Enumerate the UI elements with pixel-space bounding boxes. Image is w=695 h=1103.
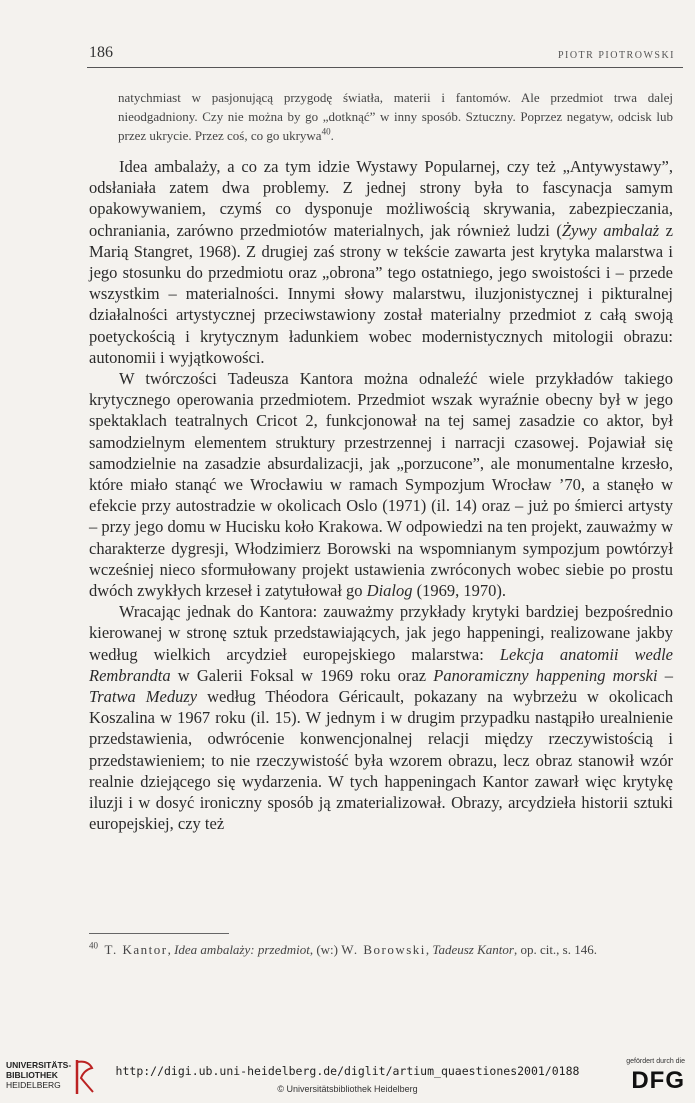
logo-line-3: HEIDELBERG — [6, 1080, 61, 1090]
logo-line-2: BIBLIOTHEK — [6, 1070, 58, 1080]
p3-text-b: w Galerii Foksal w 1969 roku oraz — [170, 665, 434, 685]
digitization-footer — [0, 1052, 695, 1103]
header-rule — [87, 67, 683, 68]
p1-italic-title: Żywy ambalaż — [561, 220, 660, 240]
p1-text-a: Idea ambalaży, a co za tym idzie Wystawy Popularnej, czy też „Antywystawy”, odsłaniała zatem dwa problemy. Z jednej strony była to fascynacja samym opakowywaniem, czymś co dysponuje możliwością skrywania, zabezpieczania, ochraniania, zarówno przedmiotów materialnych, jak również ludzi ( — [89, 157, 673, 240]
block-quote: natychmiast w pasjonującą przygodę światła, materii i fantomów. Ale przedmiot trwa dalej nieodgadniony. Czy nie można by go „dotknąć” w inny sposób. Sztuczny. Poprzez negatyw, odcisk lub przez ukrycie. Przez coś, co go ukrywa$^{40}$. — [118, 90, 673, 143]
footnote-author-2: W. Borowski — [341, 942, 426, 957]
dfg-logo[interactable]: DFG — [631, 1067, 685, 1094]
p2-text-a: W twórczości Tadeusza Kantora można odnaleźć wiele przykładów takiego krytycznego operowania przedmiotem. Przedmiot wszak wyraźnie obecny był w jego spektaklach teatralnych Cricot 2, funkcjonował na tej samej zasadzie co aktor, był samodzielnym elementem struktury przestrzennej i narracji czasowej. Pojawiał się samodzielnie na zasadzie absurdalizacji, jak „porzucone”, ale monumentalne krzesło, które miało stanąć we Wrocławiu w ramach Sympozjum Wrocław ’70, a stanęło w efekcie przy autostradzie w okolicach Oslo (1971) (il. 14) oraz – już po śmierci artysty – przy jego domu w Hucisku koło Krakowa. W odpowiedzi na ten projekt, zauważmy w charakterze dygresji, Włodzimierz Borowski na wspomnianym sympozjum powtórzył wcześniej nieco sformułowany projekt ustawienia zwróconych wobec siebie po prostu dwóch zwykłych krzeseł i zatytułował go — [89, 369, 673, 601]
footnote-sep-3: , — [425, 942, 433, 957]
quote-text: natychmiast w pasjonującą przygodę światła, materii i fantomów. Ale przedmiot trwa dalej nieodgadniony. Czy nie można by go „dotknąć” w inny sposób. Sztuczny. Poprzez negatyw, odcisk lub przez ukrycie. Przez coś, co go ukrywa — [118, 90, 673, 143]
copyright-notice: © Universitätsbibliothek Heidelberg — [277, 1084, 418, 1094]
paragraph-3 — [89, 601, 673, 834]
footnote-tail: , op. cit., s. 146. — [513, 942, 597, 957]
running-head: PIOTR PIOTROWSKI — [557, 50, 675, 61]
p1-text-b: z Marią Stangret, 1968). Z drugiej zaś strony w tekście zawarta jest krytyka malarstwa i jego stosunku do przedmiotu oraz „obrona” tego ostatniego, jego swoistości i – przede wszystkim – materialności. Innymi słowy malarstwu, iluzjonistycznej i pikturalnej działalności artystycznej przeciwstawiony został materialny przedmiot z całą swoją poetyckością i krytycznym ładunkiem wobec modernistycznych mitologii obrazu: autonomii i wyjątkowości. — [89, 220, 673, 367]
paragraph-1 — [89, 156, 673, 368]
footnote-author-1: T. Kantor — [104, 942, 168, 957]
paragraph-2 — [89, 368, 673, 601]
footnote-rule — [89, 933, 229, 934]
p3-text-a: Wracając jednak do Kantora: zauważmy przykłady krytyki bardziej bezpośrednio kierowanej w stronę sztuk przedstawiających, jak jego happeningi, realizowane jakby według wielkich arcydzieł europejskiego malarstwa: — [89, 602, 673, 664]
p3-italic-title-2: Panoramiczny happening morski – Tratwa Meduzy — [89, 665, 673, 707]
footnote-ref-40[interactable]: 40 — [321, 126, 331, 137]
footnote-sep-1: , — [167, 942, 175, 957]
p2-italic-title: Dialog — [366, 581, 413, 601]
page-number: 186 — [89, 44, 113, 61]
footnote — [89, 940, 673, 959]
logo-line-1: UNIVERSITÄTS- — [6, 1060, 72, 1070]
body-text — [89, 156, 673, 835]
p2-text-b: (1969, 1970). — [412, 581, 507, 601]
p3-text-c: według Théodora Géricault, pokazany na wybrzeżu w okolicach Koszalina w 1967 roku (il. 15). W jednym i w drugim przypadku nastąpiło urealnienie przedstawienia, odwrócenie konwencjonalnej relacji między rzeczywistością i przedstawieniem; to nie rzeczywistość była wzorem obrazu, lecz obraz stanowił wzór realnie dziejącego się wydarzenia. W tych happeningach Kantor zawarł więc krytykę iluzji i w dosyć ironiczny sposób ją zmaterializował. Obrazy, arcydzieła historii sztuki europejskiej, czy też — [89, 687, 674, 834]
funded-by-label: gefördert durch die — [626, 1058, 685, 1065]
footnote-sep-2: , (w:) — [309, 942, 342, 957]
footnote-title-1: Idea ambalaży: przedmiot — [174, 942, 310, 957]
footnote-title-2: Tadeusz Kantor — [432, 942, 514, 957]
permalink-url[interactable]: http://digi.ub.uni-heidelberg.de/diglit/artium_quaestiones2001/0188 — [115, 1064, 580, 1078]
p3-italic-title-1: Lekcja anatomii wedle Rembrandta — [89, 644, 673, 685]
footnote-number: 40 — [89, 940, 98, 951]
